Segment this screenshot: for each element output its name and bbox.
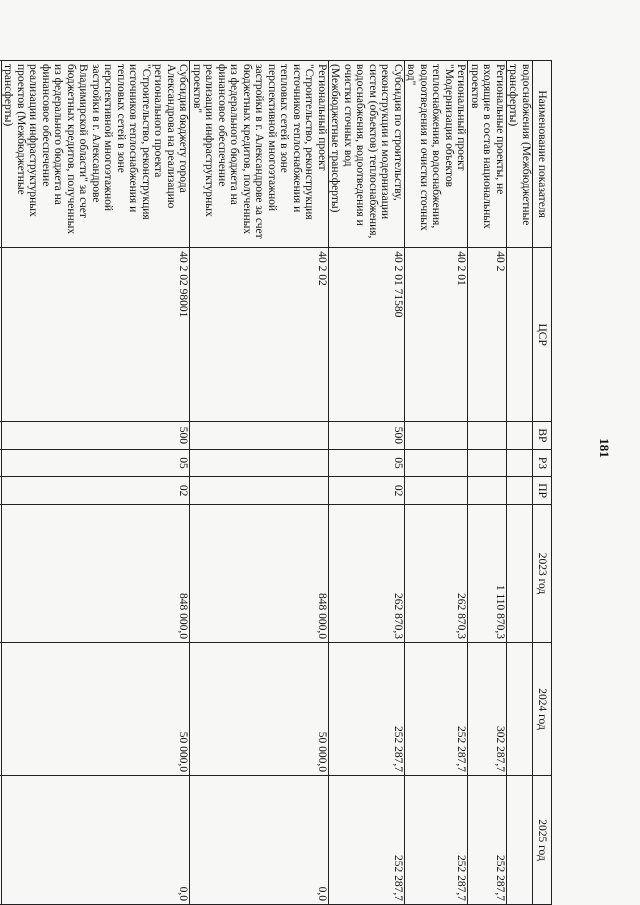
cell-vr: 500: [2, 422, 191, 450]
cell-pr: [405, 477, 469, 505]
header-name: Наименование показателя: [533, 61, 552, 248]
table-viewport: [2, 60, 552, 905]
cell-2023: 262 870,3: [329, 504, 405, 642]
header-rz: РЗ: [533, 449, 552, 477]
table-row: [190, 61, 329, 905]
cell-2025: 252 287,7: [468, 776, 507, 905]
cell-pr: 02: [329, 477, 405, 505]
cell-vr: [468, 422, 507, 450]
cell-2023: 1 110 870,3: [468, 504, 507, 642]
cell-rz: [190, 449, 329, 477]
cell-rz: [507, 449, 533, 477]
cell-vr: [0, 422, 2, 450]
cell-rz: [468, 449, 507, 477]
cell-2023: 848 000,0: [190, 504, 329, 642]
cell-pr: [190, 477, 329, 505]
cell-2023: [507, 504, 533, 642]
cell-2024: 252 287,7: [329, 643, 405, 776]
table-row: [405, 61, 469, 905]
cell-2025: [0, 776, 2, 905]
cell-2024: [507, 643, 533, 776]
cell-rz: 05: [329, 449, 405, 477]
header-2023: 2023 год: [533, 504, 552, 642]
cell-csr: 40 2: [468, 248, 507, 422]
cell-pr: [0, 477, 2, 505]
cell-2023: 848 000,0: [2, 504, 191, 642]
cell-2025: 252 287,7: [405, 776, 469, 905]
cell-2025: 0,0: [2, 776, 191, 905]
rotated-page-content: [2, 60, 552, 905]
table-row: [507, 61, 533, 905]
cell-pr: [468, 477, 507, 505]
cell-2025: 252 287,7: [329, 776, 405, 905]
cell-2024: [0, 643, 2, 776]
page-number: 181: [596, 438, 612, 458]
cell-2024: 50 000,0: [190, 643, 329, 776]
budget-table: [0, 60, 552, 905]
cell-2024: 252 287,7: [405, 643, 469, 776]
cell-csr: [507, 248, 533, 422]
cell-csr: 40 2 02: [190, 248, 329, 422]
cell-rz: [405, 449, 469, 477]
cell-pr: [507, 477, 533, 505]
cell-csr: 40 2 01: [405, 248, 469, 422]
cell-2023: [0, 504, 2, 642]
cell-2024: 50 000,0: [2, 643, 191, 776]
table-row: [0, 61, 2, 905]
cell-vr: [507, 422, 533, 450]
header-2024: 2024 год: [533, 643, 552, 776]
header-csr: ЦСР: [533, 248, 552, 422]
cell-name: Субсидия бюджету города Александрова на реализацию регионального проекта "Строительство, реконструкция источников теплоснабжения и тепловых сетей в зоне перспективной многоэтажной застройки в г. Александрове Владимирской области" за счет бюджетных кредитов, полученных из федерального бюджета на финансовое обеспечение реализации инфраструктурных проектов (Межбюджетные трансферты): [2, 61, 191, 248]
header-2025: 2025 год: [533, 776, 552, 905]
table-row: [2, 61, 191, 905]
cell-pr: 02: [2, 477, 191, 505]
cell-name: Субсидия по строительству, реконструкции и модернизации систем (объектов) теплоснабжения, водоснабжения, водоотведения и очистки сточных вод (Межбюджетные трансферты): [329, 61, 405, 248]
table-header-row: [533, 61, 552, 905]
cell-name: Региональный проект "Строительство, реконструкция источников теплоснабжения и тепловых сетей в зоне перспективной многоэтажной застройки в г. Александрове за счет бюджетных кредитов, полученных из федерального бюджета на финансовое обеспечение реализации инфраструктурных проектов": [190, 61, 329, 248]
cell-csr: 40 2 02 98001: [2, 248, 191, 422]
cell-2025: [507, 776, 533, 905]
cell-2023: 262 870,3: [405, 504, 469, 642]
header-vr: ВР: [533, 422, 552, 450]
cell-vr: [405, 422, 469, 450]
header-pr: ПР: [533, 477, 552, 505]
cell-2025: 0,0: [190, 776, 329, 905]
cell-rz: 05: [2, 449, 191, 477]
cell-csr: 40 2 01 71580: [329, 248, 405, 422]
cell-csr: [0, 248, 2, 422]
cell-name: Региональные проекты, не входящие в состав национальных проектов: [468, 61, 507, 248]
cell-name: Региональный проект "Модернизация объектов теплоснабжения, водоснабжения, водоотведения и очистки сточных вод": [405, 61, 469, 248]
cell-name: водоснабжения (Межбюджетные трансферты): [507, 61, 533, 248]
cell-rz: [0, 449, 2, 477]
table-row: [468, 61, 507, 905]
table-row: [329, 61, 405, 905]
cell-vr: 500: [329, 422, 405, 450]
cell-vr: [190, 422, 329, 450]
cell-2024: 302 287,7: [468, 643, 507, 776]
